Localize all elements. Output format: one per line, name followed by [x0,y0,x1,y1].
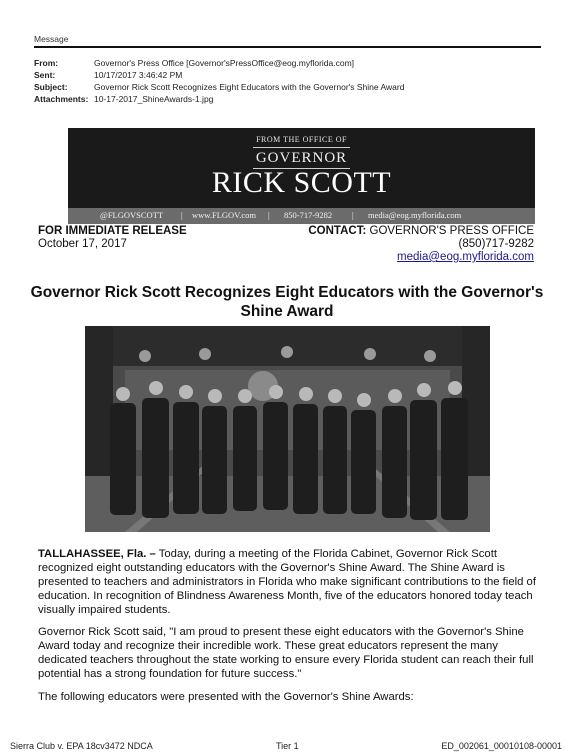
subject-value: Governor Rick Scott Recognizes Eight Educators with the Governor's Shine Award [94,82,405,92]
banner-sep-1: | [181,210,183,220]
banner-phone: 850-717-9282 [284,210,333,220]
contact-email-link[interactable]: media@eog.myflorida.com [397,251,534,263]
banner-divider-top [253,147,350,148]
attachments-label: Attachments: [34,94,89,104]
sent-label: Sent: [34,70,56,80]
governor-banner [68,128,535,224]
footer-case: Sierra Club v. EPA 18cv3472 NDCA [10,741,153,751]
banner-contact-strip [68,208,535,224]
banner-from-office: FROM THE OFFICE OF [256,135,347,144]
message-rule [34,46,541,48]
footer-tier: Tier 1 [276,741,299,751]
educators-group-photo [85,326,490,532]
footer-bates: ED_002061_00010108-00001 [441,741,562,751]
contact-label: CONTACT: [308,225,367,237]
banner-name: RICK SCOTT [211,166,392,199]
release-label: FOR IMMEDIATE RELEASE [38,225,187,237]
banner-twitter[interactable]: @FLGOVSCOTT [100,210,164,220]
contact-phone: (850)717-9282 [458,238,534,250]
banner-email[interactable]: media@eog.myflorida.com [368,210,462,220]
banner-governor: GOVERNOR [255,150,348,166]
body-paragraph-1 [38,547,538,617]
subject-label: Subject: [34,82,68,92]
dateline: TALLAHASSEE, Fla. – [38,548,156,560]
message-label: Message [34,34,69,44]
body-paragraph-1-text: Today, during a meeting of the Florida Cabinet, Governor Rick Scott recognized eight outstanding educators with the Governor's Shine Award. The Shine Award is presented to teachers and administrators in Florida who make significant contributions to the field of education. In recognition of Blindness Awareness Month, five of the educators honored today teach visually impaired students. [38,548,536,616]
release-date: October 17, 2017 [38,238,127,250]
press-release-headline: Governor Rick Scott Recognizes Eight Educators with the Governor's Shine Award [30,284,544,320]
body-paragraph-3: The following educators were presented with the Governor's Shine Awards: [38,691,414,703]
attachments-value[interactable]: 10-17-2017_ShineAwards-1.jpg [94,94,214,104]
body-paragraph-2: Governor Rick Scott said, "I am proud to present these eight educators with the Governor's Shine Award today and recognize their incredible work. These great educators represent the many dedicated teachers throughout the state working to ensure every Florida student can reach their full potential has a strong foundation for future success." [38,626,534,680]
contact-line [308,225,534,237]
from-label: From: [34,58,59,68]
banner-sep-3: | [352,210,354,220]
contact-value: GOVERNOR'S PRESS OFFICE [369,225,534,237]
banner-sep-2: | [268,210,270,220]
from-value: Governor's Press Office [Governor'sPressOffice@eog.myflorida.com] [94,58,355,68]
banner-website[interactable]: www.FLGOV.com [192,210,256,220]
sent-value: 10/17/2017 3:46:42 PM [94,70,183,80]
